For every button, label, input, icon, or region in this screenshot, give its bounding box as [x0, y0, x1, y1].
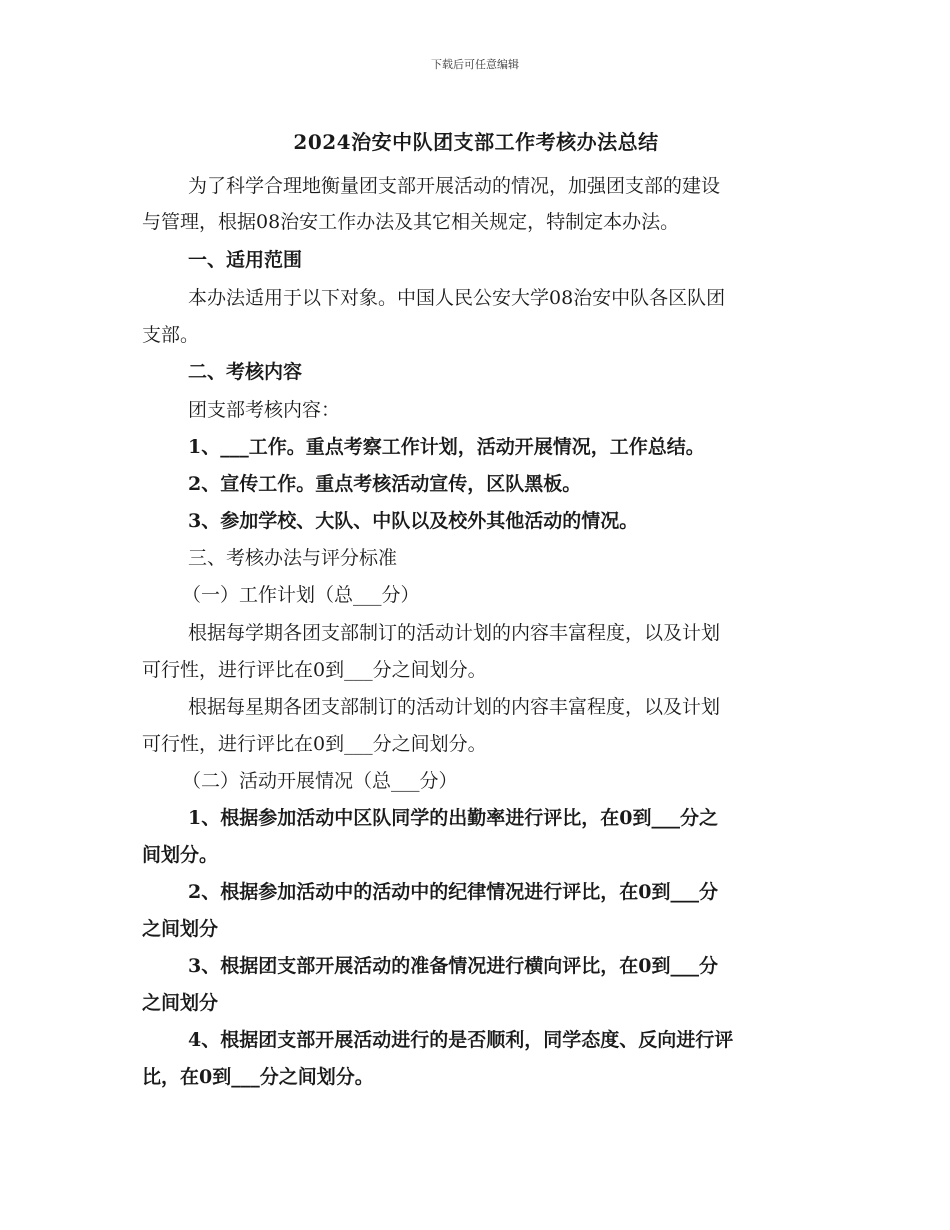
- list-item: 2、根据参加活动中的活动中的纪律情况进行评比，在0到___分: [188, 881, 718, 903]
- paragraph-line: 团支部考核内容：: [188, 399, 341, 421]
- list-item: 1、___工作。重点考察工作计划，活动开展情况，工作总结。: [188, 436, 705, 458]
- header-note: 下载后可任意编辑: [431, 58, 519, 71]
- section-heading: 一、适用范围: [188, 249, 303, 271]
- subsection-heading: （二）活动开展情况（总___分）: [182, 770, 458, 792]
- paragraph-line: 可行性，进行评比在0到___分之间划分。: [142, 659, 487, 681]
- paragraph-line: 为了科学合理地衡量团支部开展活动的情况，加强团支部的建设: [188, 175, 721, 197]
- paragraph-line: 根据每学期各团支部制订的活动计划的内容丰富程度，以及计划: [188, 622, 721, 644]
- list-item: 比，在0到___分之间划分。: [142, 1066, 374, 1088]
- paragraph-line: 本办法适用于以下对象。中国人民公安大学08治安中队各区队团: [188, 287, 726, 309]
- section-heading: 二、考核内容: [188, 361, 303, 383]
- list-item: 2、宣传工作。重点考核活动宣传，区队黑板。: [188, 473, 582, 495]
- list-item: 1、根据参加活动中区队同学的出勤率进行评比，在0到___分之: [188, 807, 718, 829]
- list-item: 4、根据团支部开展活动进行的是否顺利，同学态度、反向进行评: [188, 1029, 734, 1051]
- paragraph-line: 根据每星期各团支部制订的活动计划的内容丰富程度，以及计划: [188, 696, 721, 718]
- list-item: 之间划分: [142, 918, 219, 940]
- paragraph-line: 与管理，根据08治安工作办法及其它相关规定，特制定本办法。: [142, 211, 680, 233]
- paragraph-line: 可行性，进行评比在0到___分之间划分。: [142, 733, 487, 755]
- list-item: 3、参加学校、大队、中队以及校外其他活动的情况。: [188, 510, 639, 532]
- paragraph-line: 支部。: [142, 324, 200, 346]
- section-heading: 三、考核办法与评分标准: [188, 547, 398, 569]
- list-item: 之间划分: [142, 992, 219, 1014]
- subsection-heading: （一）工作计划（总___分）: [182, 584, 420, 606]
- document-title: 2024治安中队团支部工作考核办法总结: [293, 130, 659, 154]
- list-item: 3、根据团支部开展活动的准备情况进行横向评比，在0到___分: [188, 955, 718, 977]
- list-item: 间划分。: [142, 844, 219, 866]
